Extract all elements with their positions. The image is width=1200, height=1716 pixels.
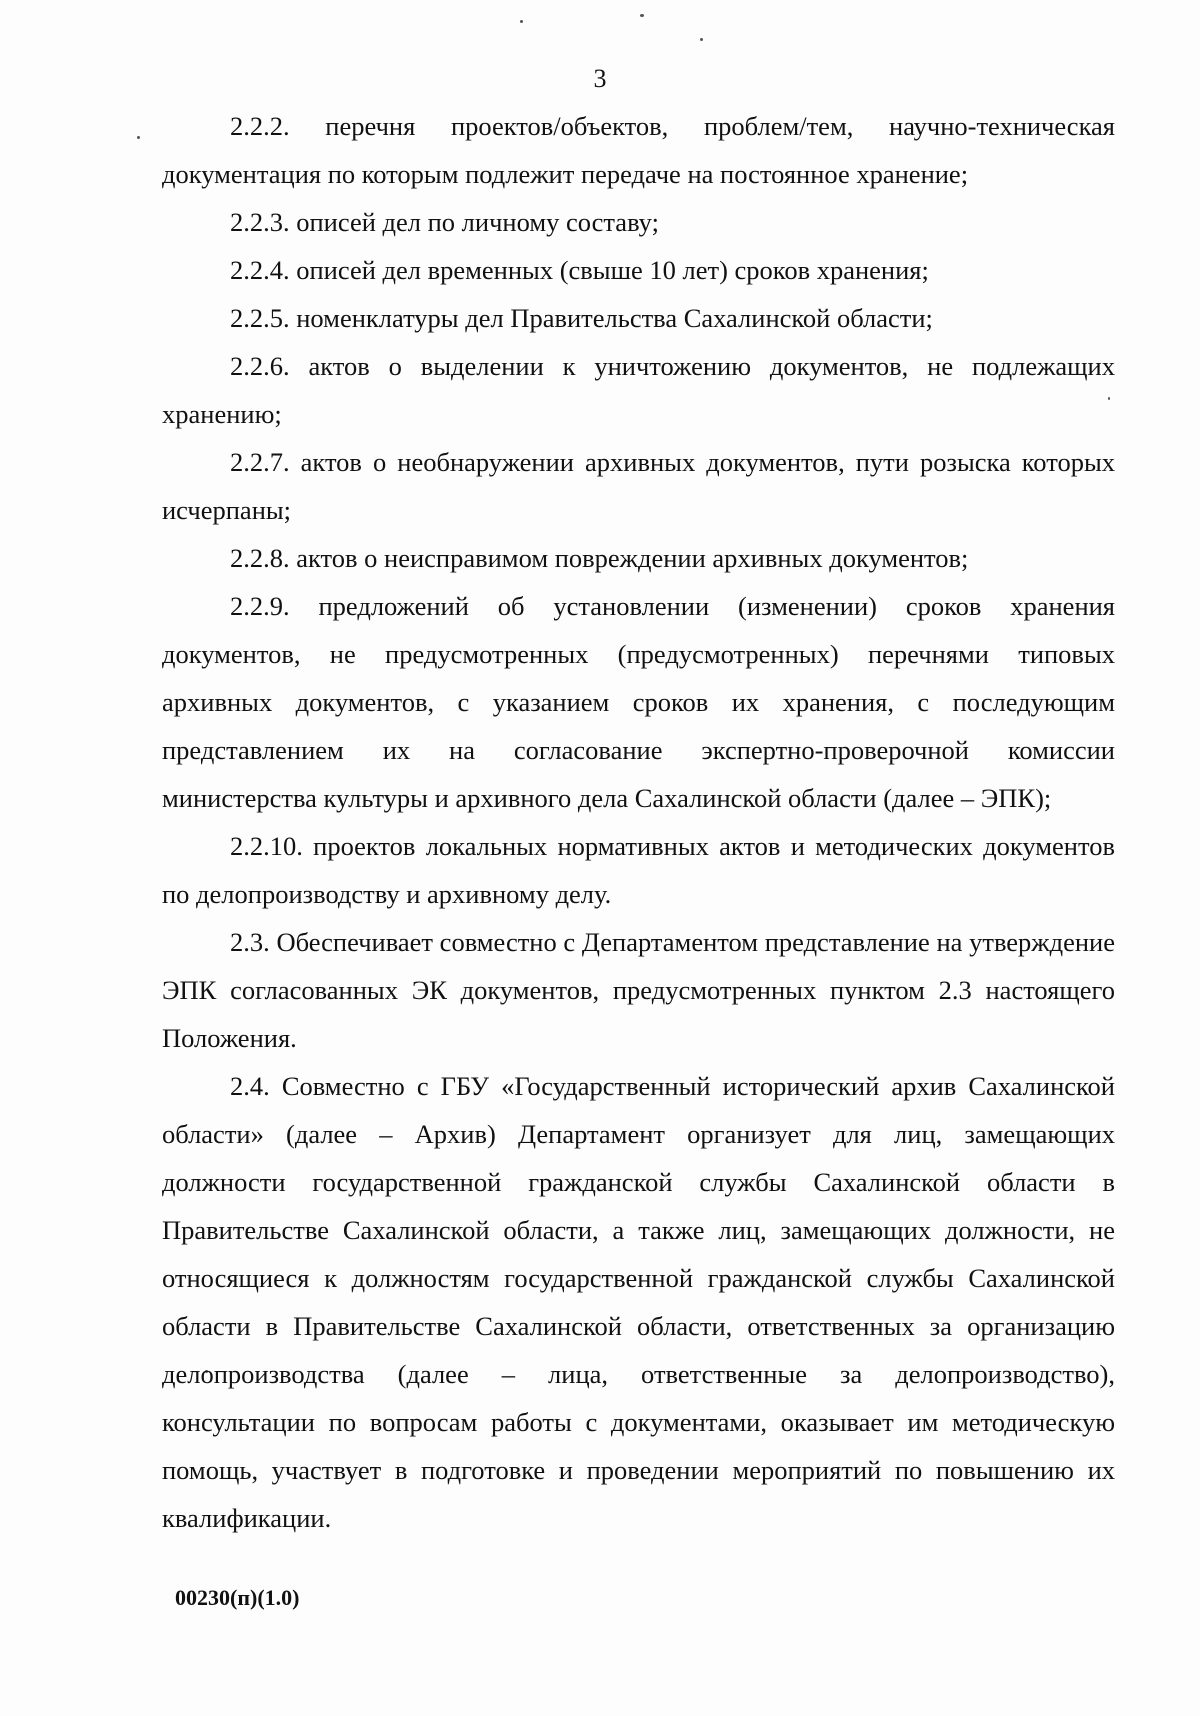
- paragraph-2-2-2: 2.2.2. перечня проектов/объектов, проблем/тем, научно-техническая документация по которым подлежит передаче на постоянное хранение;: [162, 111, 1115, 189]
- paragraph-2-2-9: 2.2.9. предложений об установлении (изменении) сроков хранения документов, не предусмотренных (предусмотренных) перечнями типовых архивных документов, с указанием сроков их хранения, с последующим представлением их на согласование экспертно-проверочной комиссии министерства культуры и архивного дела Сахалинской области (далее – ЭПК);: [162, 591, 1115, 813]
- document-body: [162, 102, 1115, 1542]
- scan-speck: [520, 20, 523, 23]
- paragraph-2-2-4: 2.2.4. описей дел временных (свыше 10 лет) сроков хранения;: [230, 255, 929, 285]
- paragraph-2-2-6: 2.2.6. актов о выделении к уничтожению документов, не подлежащих хранению;: [162, 351, 1115, 429]
- scan-speck: [137, 136, 140, 139]
- scan-speck: [700, 38, 703, 41]
- paragraph-2-4: 2.4. Совместно с ГБУ «Государственный исторический архив Сахалинской области» (далее – Архив) Департамент организует для лиц, замещающих должности государственной гражданской службы Сахалинской области в Правительстве Сахалинской области, а также лиц, замещающих должности, не относящиеся к должностям государственной гражданской службы Сахалинской области в Правительстве Сахалинской области, ответственных за организацию делопроизводства (далее – лица, ответственные за делопроизводство), консультации по вопросам работы с документами, оказывает им методическую помощь, участвует в подготовке и проведении мероприятий по повышению их квалификации.: [162, 1071, 1115, 1533]
- scan-speck: [640, 14, 644, 17]
- paragraph-2-3: 2.3. Обеспечивает совместно с Департаментом представление на утверждение ЭПК согласованных ЭК документов, предусмотренных пунктом 2.3 настоящего Положения.: [162, 927, 1115, 1053]
- page-number: 3: [593, 64, 607, 93]
- document-code: 00230(п)(1.0): [175, 1585, 300, 1610]
- paragraph-2-2-10: 2.2.10. проектов локальных нормативных актов и методических документов по делопроизводству и архивному делу.: [162, 831, 1115, 909]
- paragraph-2-2-3: 2.2.3. описей дел по личному составу;: [230, 207, 659, 237]
- paragraph-2-2-7: 2.2.7. актов о необнаружении архивных документов, пути розыска которых исчерпаны;: [162, 447, 1115, 525]
- paragraph-2-2-8: 2.2.8. актов о неисправимом повреждении архивных документов;: [230, 543, 969, 573]
- paragraph-2-2-5: 2.2.5. номенклатуры дел Правительства Сахалинской области;: [230, 303, 933, 333]
